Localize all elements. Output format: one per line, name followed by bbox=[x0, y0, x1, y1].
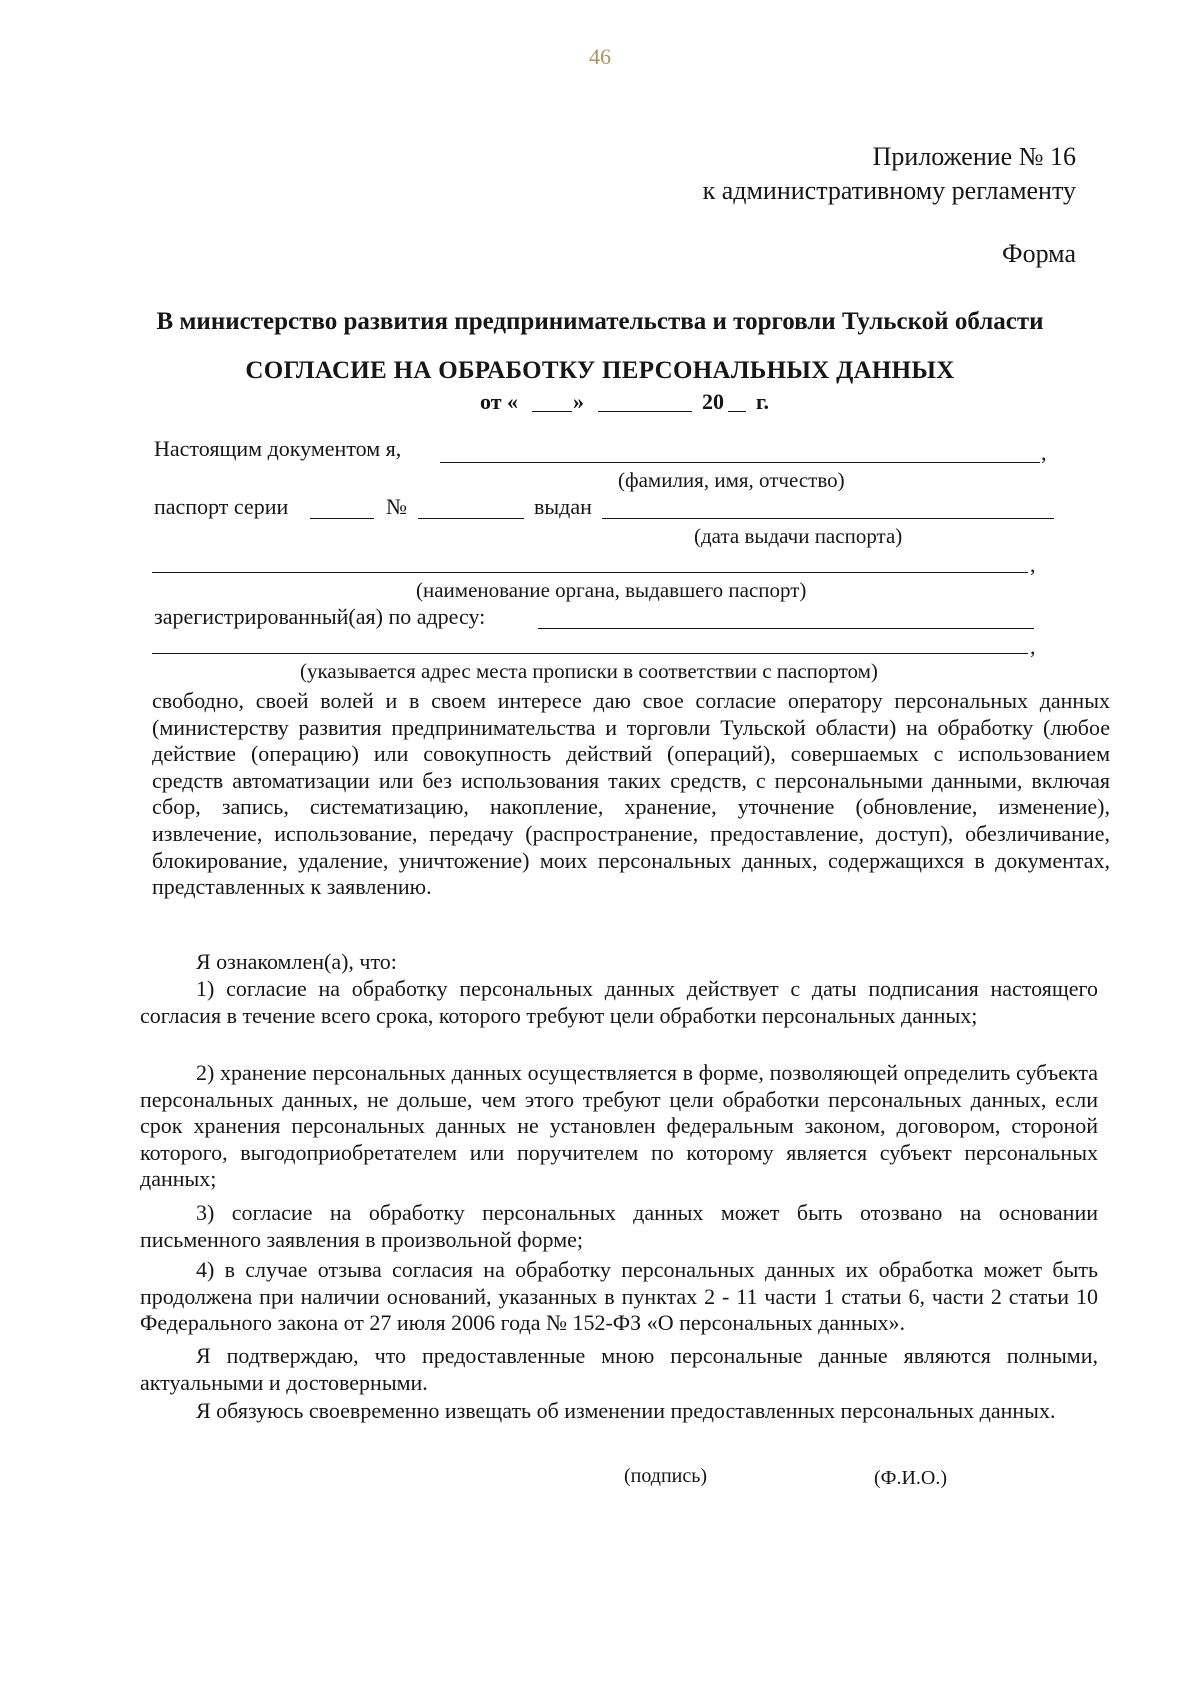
name-hint: (Ф.И.О.) bbox=[874, 1467, 948, 1489]
obligation-text: Я обязуюсь своевременно извещать об изменении предоставленных персональных данных. bbox=[196, 1398, 1056, 1423]
document-title: СОГЛАСИЕ НА ОБРАБОТКУ ПЕРСОНАЛЬНЫХ ДАННЫХ bbox=[245, 357, 955, 384]
year-field[interactable] bbox=[728, 411, 746, 412]
address-hint: (указывается адрес места прописки в соответствии с паспортом) bbox=[300, 659, 878, 683]
month-field[interactable] bbox=[598, 411, 692, 412]
confirmation-text: Я подтверждаю, что предоставленные мною персональные данные являются полными, актуальными и достоверными. bbox=[140, 1343, 1098, 1395]
acknowledged-item-2: 2) хранение персональных данных осуществляется в форме, позволяющей определить субъекта персональных данных, не дольше, чем этого требуют цели обработки персональных данных, если срок хранения персональных данных не установлен федеральным законом, договором, стороной которого, выгодоприобретателем или поручителем по которому является субъект персональных данных; bbox=[140, 1060, 1098, 1192]
passport-number-field[interactable] bbox=[418, 518, 524, 519]
form-label: Форма bbox=[1002, 239, 1076, 268]
declarant-label: Настоящим документом я, bbox=[154, 436, 402, 461]
signature-hint: (подпись) bbox=[624, 1465, 708, 1487]
issue-date-hint: (дата выдачи паспорта) bbox=[694, 524, 903, 548]
page-number: 46 bbox=[589, 44, 611, 69]
acknowledged-intro: Я ознакомлен(а), что: bbox=[196, 949, 397, 974]
date-prefix: от « bbox=[480, 389, 519, 414]
appendix-reference: к административному регламенту bbox=[702, 176, 1076, 205]
year-prefix: 20 bbox=[702, 389, 724, 414]
address-field[interactable] bbox=[538, 628, 1034, 629]
comma: , bbox=[1030, 634, 1036, 659]
comma: , bbox=[1030, 552, 1036, 577]
issuer-hint: (наименование органа, выдавшего паспорт) bbox=[416, 578, 807, 602]
address-label: зарегистрированный(ая) по адресу: bbox=[154, 604, 486, 629]
addressee: В министерство развития предпринимательства и торговли Тульской области bbox=[156, 308, 1044, 335]
issued-label: выдан bbox=[534, 494, 592, 519]
comma: , bbox=[1041, 440, 1047, 465]
consent-text: свободно, своей волей и в своем интересе даю свое согласие оператору персональных данных (министерству развития предпринимательства и торговли Тульской области) на обработку (любое действие (операцию) или совокупность действий (операций), совершаемых с использованием средств автоматизации или без использования таких средств, с персональными данными, включая сбор, запись, систематизацию, накопление, хранение, уточнение (обновление, изменение), извлечение, использование, передачу (распространение, предоставление, доступ), обезличивание, блокирование, удаление, уничтожение) моих персональных данных, содержащихся в документах, представленных к заявлению. bbox=[152, 688, 1110, 900]
year-suffix: г. bbox=[756, 389, 770, 414]
acknowledged-item-3: 3) согласие на обработку персональных данных может быть отозвано на основании письменного заявления в произвольной форме; bbox=[140, 1200, 1098, 1252]
address-field-line-2[interactable] bbox=[152, 653, 1028, 654]
declarant-hint: (фамилия, имя, отчество) bbox=[618, 468, 845, 492]
passport-number-label: № bbox=[386, 494, 407, 519]
acknowledged-item-1: 1) согласие на обработку персональных данных действует с даты подписания настоящего согласия в течение всего срока, которого требуют цели обработки персональных данных; bbox=[140, 976, 1098, 1028]
declarant-name-field[interactable] bbox=[440, 462, 1040, 463]
date-quote-close: » bbox=[573, 389, 584, 414]
day-field[interactable] bbox=[532, 411, 572, 412]
passport-series-label: паспорт серии bbox=[154, 494, 289, 519]
issuer-field[interactable] bbox=[152, 572, 1028, 573]
appendix-number: Приложение № 16 bbox=[872, 142, 1076, 171]
passport-series-field[interactable] bbox=[310, 518, 374, 519]
acknowledged-item-4: 4) в случае отзыва согласия на обработку персональных данных их обработка может быть продолжена при наличии оснований, указанных в пунктах 2 - 11 части 1 статьи 6, части 2 статьи 10 Федерального закона от 27 июля 2006 года № 152-ФЗ «О персональных данных». bbox=[140, 1257, 1098, 1336]
issued-date-field[interactable] bbox=[602, 518, 1054, 519]
